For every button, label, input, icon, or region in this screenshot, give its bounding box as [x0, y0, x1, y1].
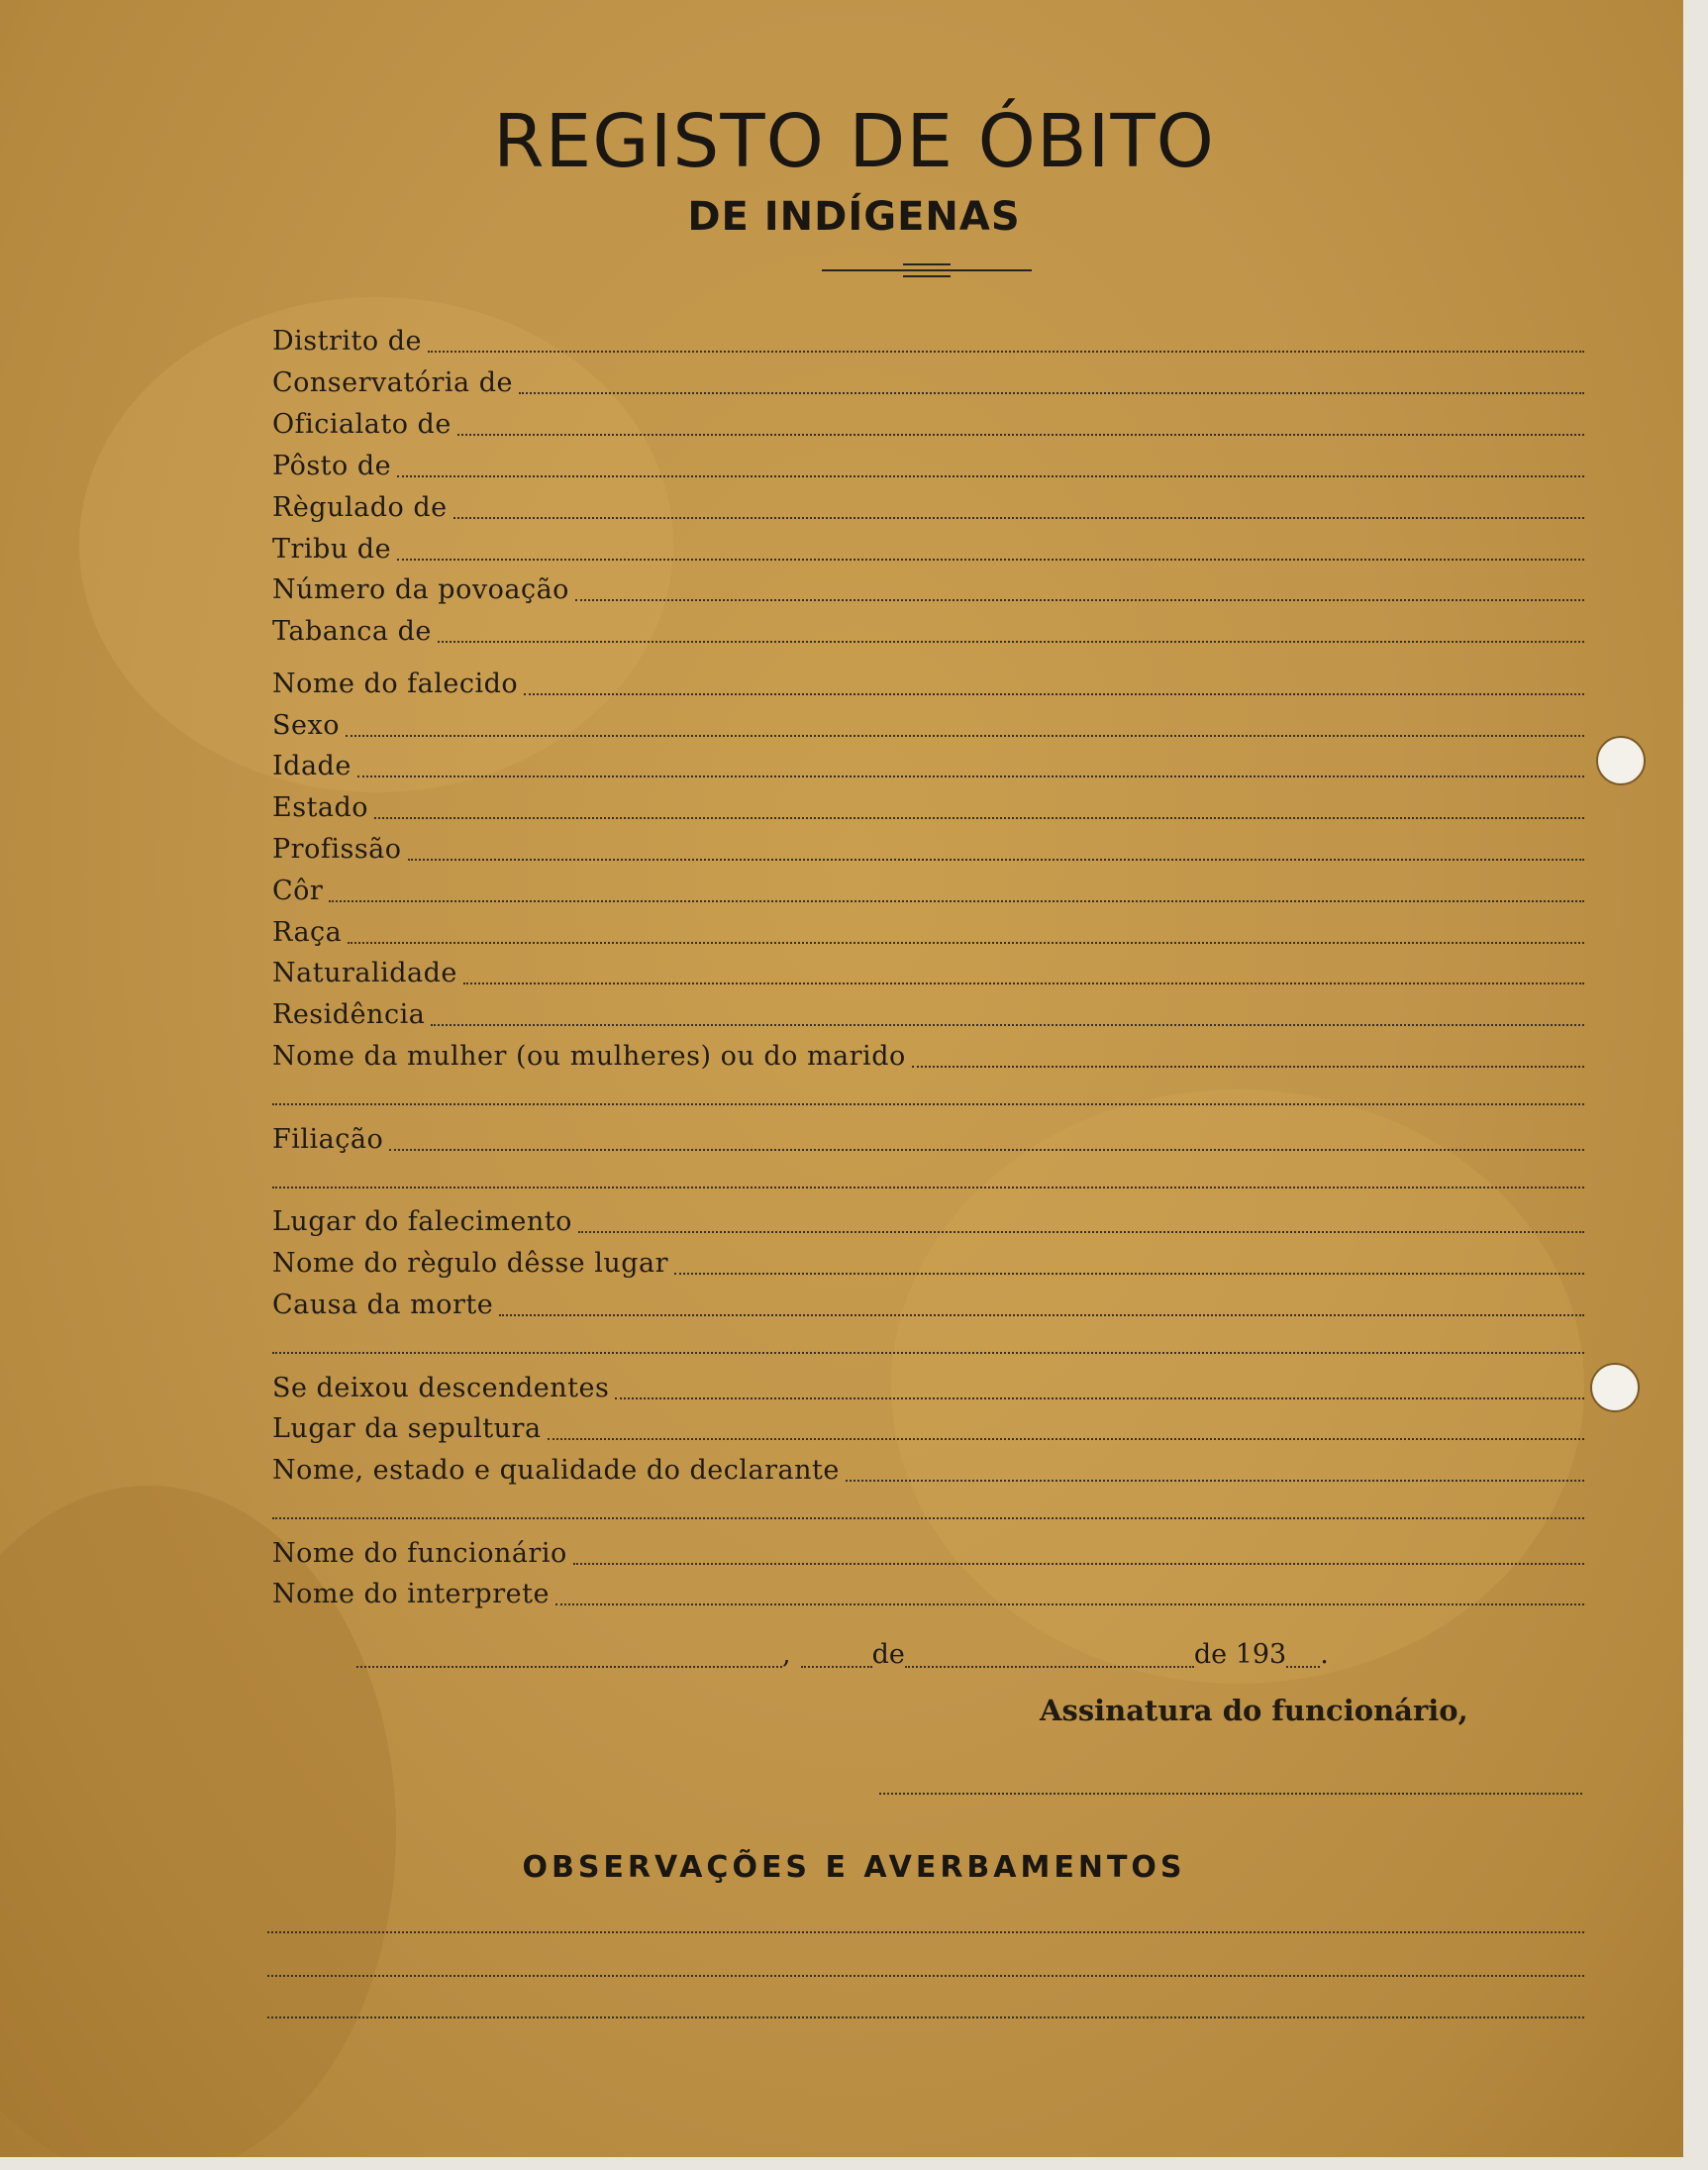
observation-line[interactable]: [267, 1975, 1584, 1977]
title-rule: [822, 269, 1032, 271]
field-label: Distrito de: [272, 326, 422, 357]
field-label: Nome da mulher (ou mulheres) ou do marido: [272, 1041, 906, 1072]
page-edge: [0, 2157, 1708, 2170]
field-profissao[interactable]: [272, 825, 1584, 867]
date-de-1: de: [871, 1639, 905, 1670]
fill-line-continuation[interactable]: [272, 1187, 1584, 1188]
place-blank[interactable]: [356, 1661, 782, 1668]
punch-hole: [1590, 1363, 1640, 1412]
field-raca[interactable]: [272, 908, 1584, 950]
fill-line: [555, 1602, 1584, 1605]
field-label: Nome, estado e qualidade do declarante: [272, 1455, 840, 1486]
field-label: Lugar do falecimento: [272, 1206, 572, 1237]
fill-line: [438, 640, 1584, 643]
field-descendentes[interactable]: [272, 1364, 1584, 1405]
title-rule-accent: [903, 275, 951, 277]
field-interprete[interactable]: [272, 1570, 1584, 1611]
signature-line[interactable]: [879, 1793, 1582, 1795]
fill-line: [524, 692, 1584, 695]
fill-line: [348, 941, 1584, 944]
fill-line: [615, 1396, 1584, 1399]
fill-line: [912, 1065, 1584, 1068]
field-label: Número da povoação: [272, 574, 569, 605]
field-label: Pôsto de: [272, 451, 392, 481]
field-oficialato[interactable]: [272, 400, 1584, 442]
field-lugar-falecimento[interactable]: [272, 1197, 1584, 1239]
field-label: Oficialato de: [272, 409, 452, 440]
field-label: Nome do interprete: [272, 1579, 550, 1609]
observation-line[interactable]: [267, 1931, 1584, 1933]
fill-line: [389, 1148, 1584, 1151]
field-cor[interactable]: [272, 867, 1584, 908]
field-declarante[interactable]: [272, 1446, 1584, 1488]
fill-line: [428, 350, 1584, 353]
field-label: Nome do règulo dêsse lugar: [272, 1248, 669, 1279]
date-de-2: de 193: [1193, 1639, 1287, 1670]
fill-line: [573, 1562, 1584, 1565]
field-label: Côr: [272, 876, 324, 906]
fill-line: [408, 858, 1584, 861]
page-edge: [1683, 0, 1708, 2170]
field-label: Tabanca de: [272, 616, 432, 647]
fill-line-continuation[interactable]: [272, 1517, 1584, 1519]
fill-line: [431, 1023, 1584, 1026]
fill-line: [548, 1437, 1584, 1440]
fill-line: [397, 474, 1584, 477]
month-blank[interactable]: [905, 1661, 1194, 1668]
field-numero-povoacao[interactable]: [272, 566, 1584, 607]
field-estado[interactable]: [272, 783, 1584, 825]
field-label: Se deixou descendentes: [272, 1373, 610, 1403]
fill-line: [519, 391, 1584, 394]
field-nome-regulo[interactable]: [272, 1239, 1584, 1281]
field-label: Nome do funcionário: [272, 1538, 567, 1569]
fill-line: [499, 1313, 1584, 1316]
fill-line: [329, 899, 1584, 902]
fill-line: [357, 775, 1584, 777]
fill-line-continuation[interactable]: [272, 1103, 1584, 1105]
observations-title: OBSERVAÇÕES E AVERBAMENTOS: [522, 1850, 1186, 1885]
field-label: Residência: [272, 999, 426, 1030]
field-lugar-sepultura[interactable]: [272, 1404, 1584, 1446]
field-label: Profissão: [272, 834, 402, 865]
fill-line: [578, 1230, 1584, 1233]
field-funcionario[interactable]: [272, 1529, 1584, 1571]
field-tabanca[interactable]: [272, 607, 1584, 649]
fill-line: [575, 598, 1584, 601]
field-nome-falecido[interactable]: [272, 660, 1584, 701]
fill-line-continuation[interactable]: [272, 1352, 1584, 1354]
fill-line: [457, 433, 1584, 436]
date-comma: ,: [782, 1639, 791, 1670]
fill-line: [397, 558, 1584, 561]
fill-line: [374, 816, 1584, 819]
field-label: Idade: [272, 751, 352, 781]
title-rule-accent: [903, 263, 951, 265]
fill-line: [346, 734, 1584, 737]
field-residencia[interactable]: [272, 990, 1584, 1032]
field-conservatoria[interactable]: [272, 359, 1584, 400]
form-subtitle: DE INDÍGENAS: [687, 194, 1021, 240]
punch-hole: [1596, 736, 1646, 785]
fill-line: [674, 1272, 1584, 1275]
field-label: Naturalidade: [272, 958, 457, 988]
field-filiacao[interactable]: [272, 1115, 1584, 1157]
field-naturalidade[interactable]: [272, 949, 1584, 990]
form-title: REGISTO DE ÓBITO: [493, 99, 1215, 184]
field-label: Nome do falecido: [272, 669, 519, 699]
date-end: .: [1320, 1639, 1329, 1670]
fill-line: [453, 516, 1584, 519]
field-label: Causa da morte: [272, 1290, 494, 1320]
fill-line: [463, 982, 1584, 984]
date-line: [356, 1634, 1347, 1674]
field-distrito[interactable]: [272, 317, 1584, 359]
field-label: Lugar da sepultura: [272, 1413, 542, 1444]
fill-line: [846, 1479, 1584, 1482]
field-tribu[interactable]: [272, 525, 1584, 567]
year-blank[interactable]: [1286, 1661, 1320, 1668]
field-label: Estado: [272, 792, 369, 823]
field-causa-morte[interactable]: [272, 1281, 1584, 1322]
field-label: Sexo: [272, 710, 340, 741]
field-posto[interactable]: [272, 442, 1584, 483]
field-label: Raça: [272, 917, 343, 948]
field-sexo[interactable]: [272, 701, 1584, 743]
field-regulado[interactable]: [272, 483, 1584, 525]
field-idade[interactable]: [272, 742, 1584, 783]
field-label: Règulado de: [272, 492, 448, 523]
field-nome-mulher-marido[interactable]: [272, 1032, 1584, 1074]
field-label: Tribu de: [272, 534, 392, 565]
signature-label: Assinatura do funcionário,: [1040, 1694, 1468, 1727]
day-blank[interactable]: [801, 1661, 872, 1668]
observation-line[interactable]: [267, 2016, 1584, 2018]
field-label: Filiação: [272, 1124, 384, 1155]
field-label: Conservatória de: [272, 367, 513, 398]
